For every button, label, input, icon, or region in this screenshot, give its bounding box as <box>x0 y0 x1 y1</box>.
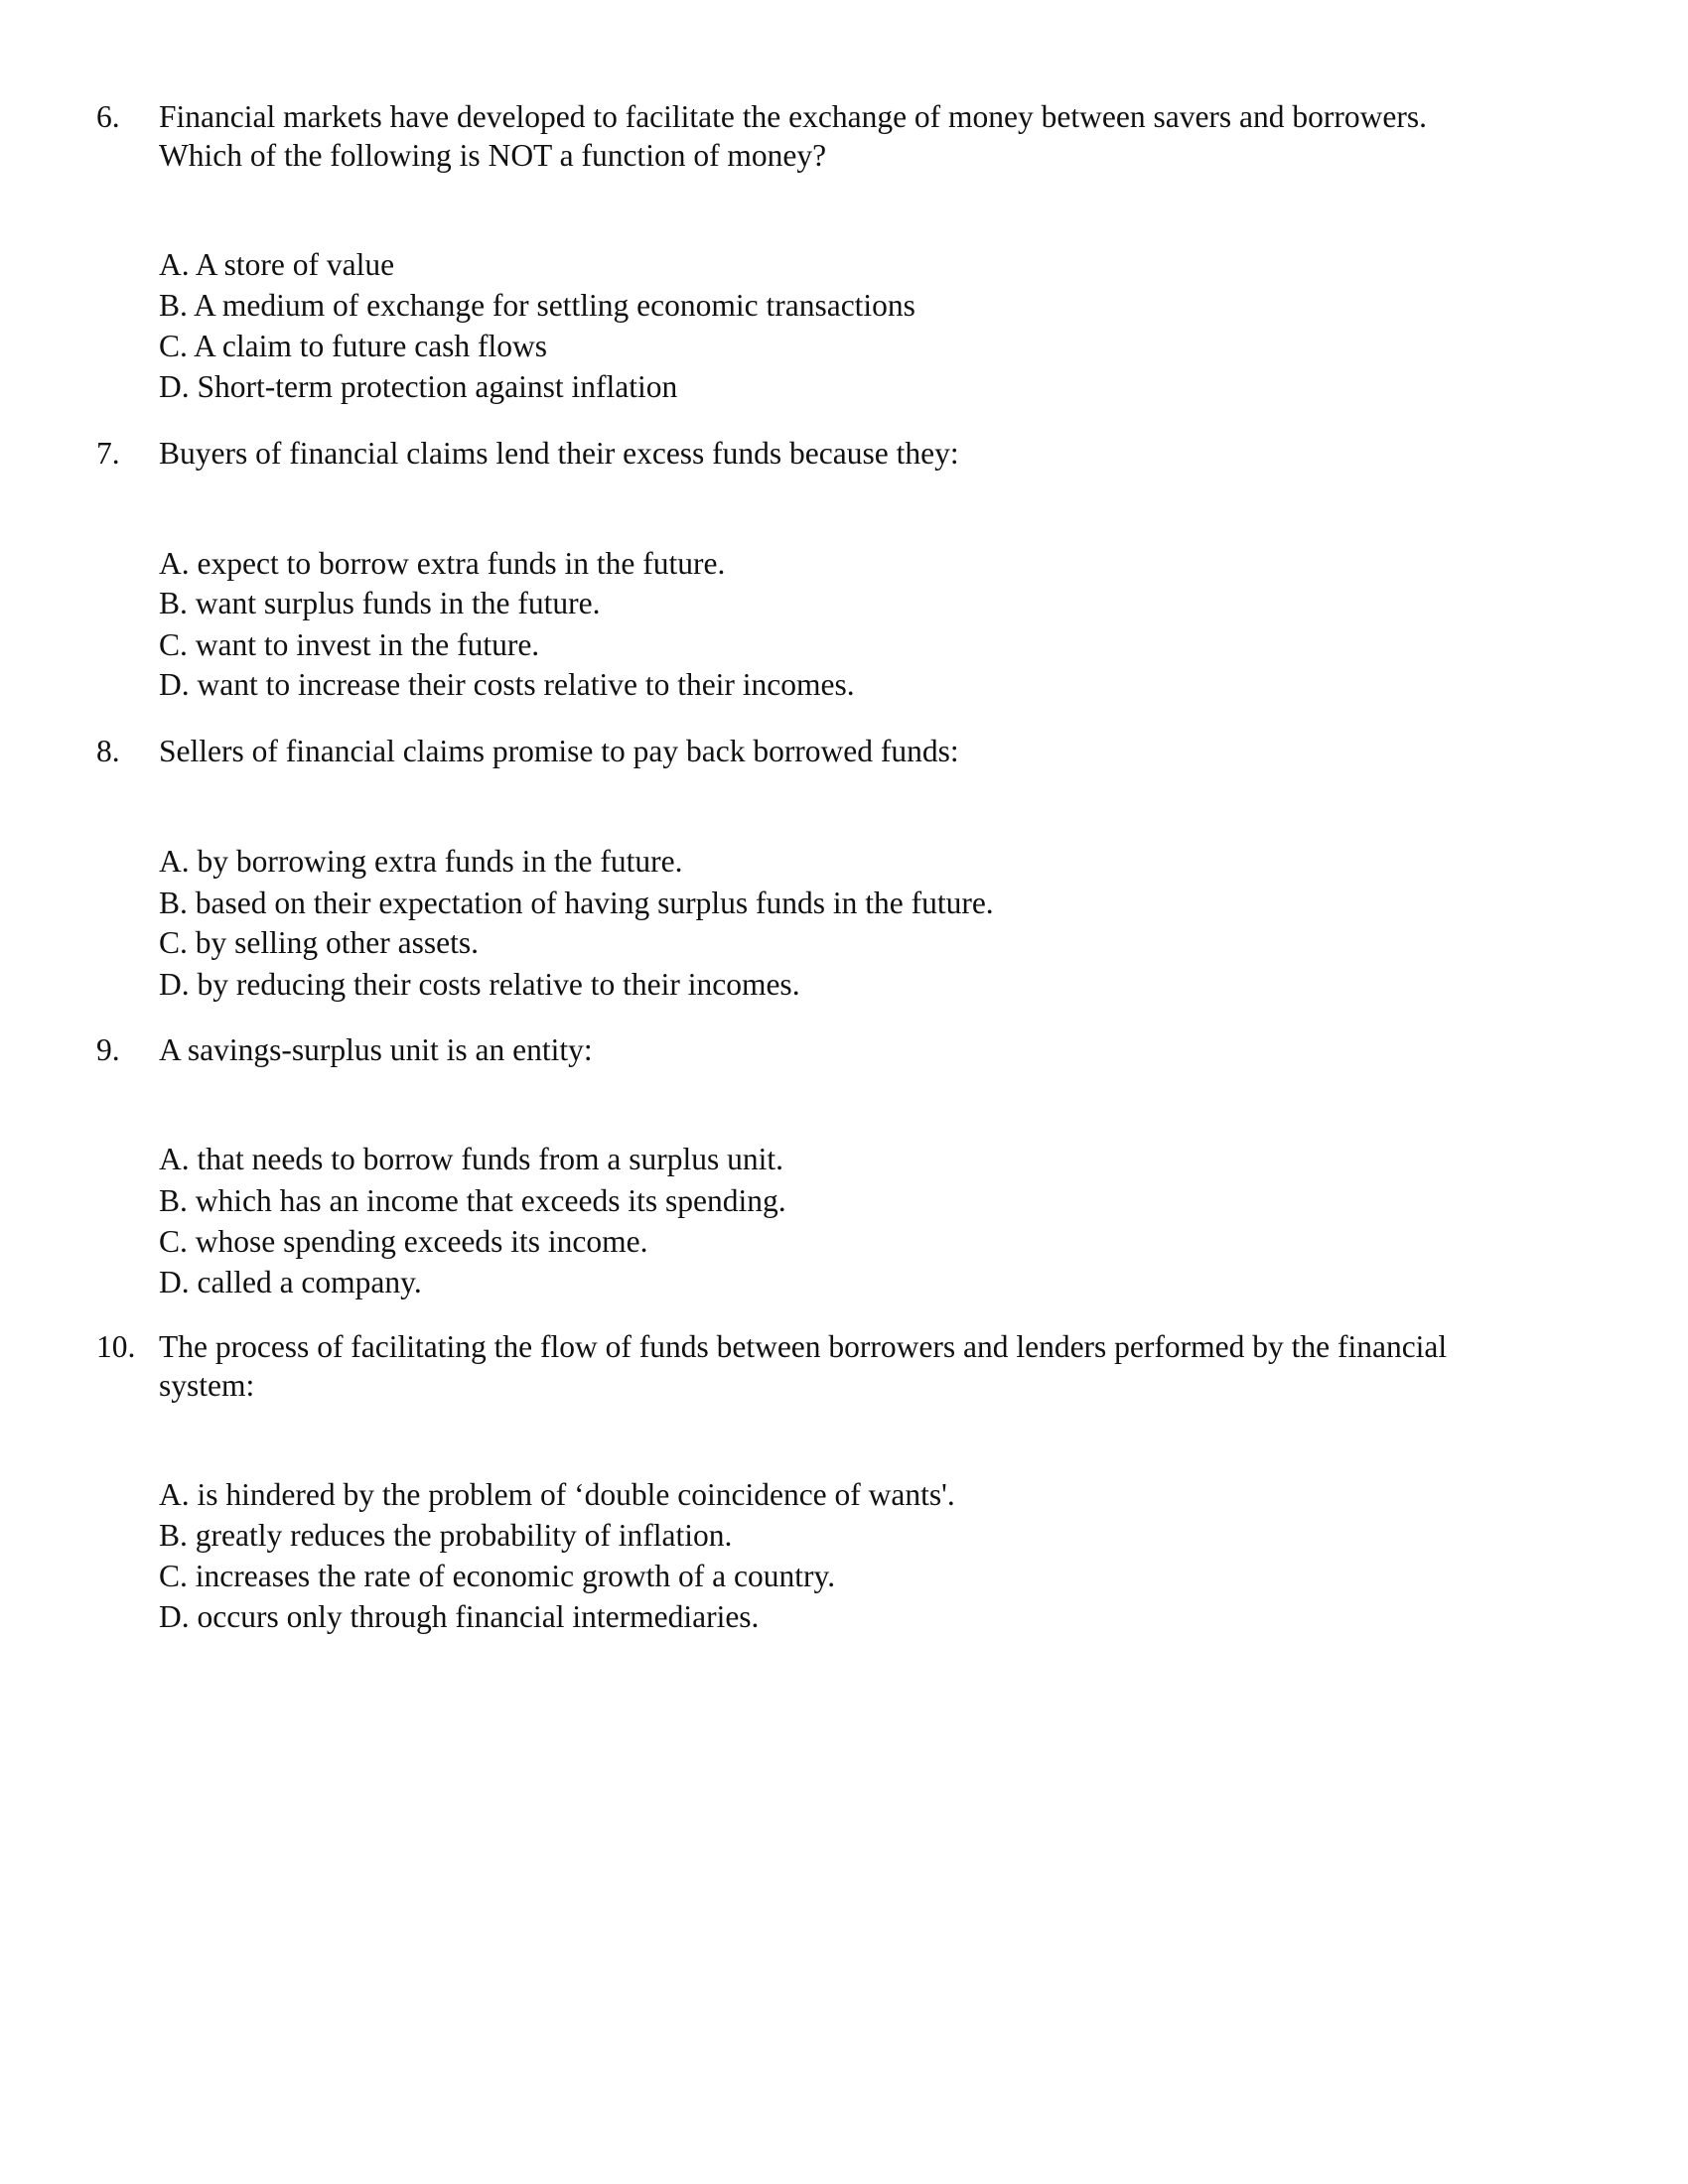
answer-option: B. which has an income that exceeds its spending. <box>159 1183 786 1218</box>
answer-option: A. that needs to borrow funds from a surplus unit. <box>159 1142 784 1176</box>
question-text: The process of facilitating the flow of funds between borrowers and lenders performed by the financial <box>159 1329 1448 1364</box>
answer-option: D. called a company. <box>159 1265 422 1299</box>
answer-option: D. by reducing their costs relative to their incomes. <box>159 967 800 1002</box>
answer-option: A. is hindered by the problem of ‘double coincidence of wants'. <box>159 1477 955 1512</box>
answer-option: A. expect to borrow extra funds in the future. <box>159 546 726 581</box>
answer-option: C. want to invest in the future. <box>159 627 540 662</box>
question-text: Which of the following is NOT a function of money? <box>159 138 827 173</box>
answer-option: C. increases the rate of economic growth of a country. <box>159 1559 836 1593</box>
question-text: system: <box>159 1368 255 1403</box>
answer-option: C. whose spending exceeds its income. <box>159 1224 648 1259</box>
answer-option: D. want to increase their costs relative to their incomes. <box>159 667 855 702</box>
answer-option: B. based on their expectation of having surplus funds in the future. <box>159 886 994 920</box>
question-number: 7. <box>96 436 120 471</box>
answer-option: D. occurs only through financial intermediaries. <box>159 1599 760 1634</box>
answer-option: B. greatly reduces the probability of inflation. <box>159 1518 733 1553</box>
answer-option: C. by selling other assets. <box>159 925 479 960</box>
question-text: A savings-surplus unit is an entity: <box>159 1032 593 1067</box>
question-text: Buyers of financial claims lend their excess funds because they: <box>159 436 959 471</box>
answer-option: B. want surplus funds in the future. <box>159 586 601 620</box>
question-number: 8. <box>96 734 120 768</box>
answer-option: C. A claim to future cash flows <box>159 329 548 363</box>
answer-option: A. by borrowing extra funds in the future. <box>159 844 683 879</box>
question-number: 6. <box>96 99 120 134</box>
question-number: 9. <box>96 1032 120 1067</box>
question-number: 10. <box>96 1329 136 1364</box>
answer-option: B. A medium of exchange for settling economic transactions <box>159 288 915 323</box>
question-text: Sellers of financial claims promise to pay back borrowed funds: <box>159 734 959 768</box>
question-text: Financial markets have developed to facilitate the exchange of money between savers and borrowers. <box>159 99 1427 134</box>
answer-option: D. Short-term protection against inflation <box>159 369 678 404</box>
answer-option: A. A store of value <box>159 247 395 282</box>
